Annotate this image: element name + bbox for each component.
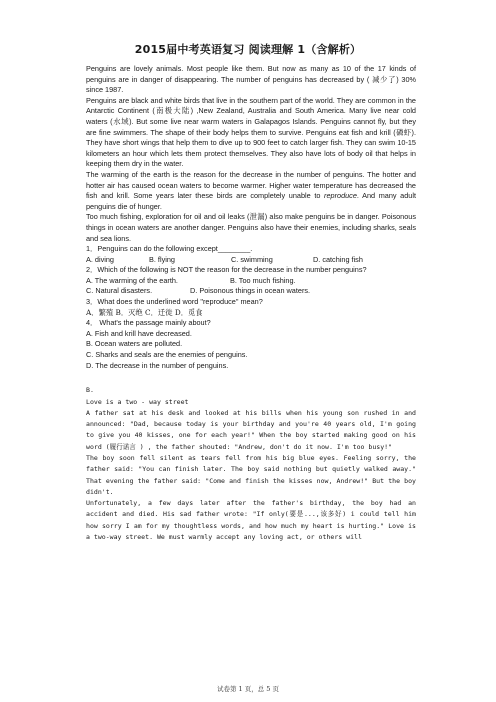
- passage-a-paragraph-1: Penguins are lovely animals. Most people like them. But now as many as 10 of the 17 kinds of penguins are in danger of disappearing. The number of penguins has decreased by ( 减少了) 30% since 1987.: [86, 64, 416, 95]
- page-footer: 试卷第 1 页，总 5 页: [216, 685, 280, 693]
- content-body: [86, 64, 416, 543]
- p3-text-after: . And many adult penguins die of hunger.: [86, 191, 416, 211]
- question-1: 1．Penguins can do the following except________.: [86, 244, 253, 254]
- q2-option-c: C. Natural disasters.: [86, 286, 153, 296]
- q2-option-a: A. The warming of the earth.: [86, 275, 178, 285]
- passage-a: [86, 64, 416, 371]
- passage-a-paragraph-2: Penguins are black and white birds that live in the southern part of the world. They are common in the Antarctic Continent (南极大陆) ,New Zealand, Australia and South America. Many live near cold waters (水域). But some live near warm waters in Galapagos Islands. Penguins cannot fly, but they are fine swimmers. The shape of their body helps them to survive. Penguins eat fish and krill (磷虾). They have short wings that help them to dive up to 900 feet to catch larger fish. They can swim 10-15 kilometers an hour which lets them protect themselves. They also have lots of body oil that helps in keeping them dry in the water.: [86, 95, 416, 169]
- question-2: 2．Which of the following is NOT the reason for the decrease in the number penguins?: [86, 265, 367, 275]
- q1-option-c: C. swimming: [231, 254, 273, 264]
- passage-a-paragraph-4: Too much fishing, exploration for oil and oil leaks (泄漏) also make penguins be in danger. Poisonous things in ocean waters are another danger. Penguins also have their enemies, including sharks, seals and sea lions.: [86, 212, 416, 243]
- passage-b: [86, 385, 416, 543]
- page-title: 2015届中考英语复习 阅读理解 1（含解析）: [134, 43, 362, 56]
- passage-b-paragraph-2: The boy soon fell silent as tears fell from his big blue eyes. Feeling sorry, the father said: "You can finish later. The boy said nothing but quietly walked away." That evening the father said: "Come and finish the kisses now, Andrew!" But the boy didn't.: [86, 454, 416, 496]
- underlined-word: reproduce: [324, 191, 357, 201]
- q1-option-b: B. flying: [149, 254, 175, 264]
- passage-a-paragraph-3: [86, 170, 416, 212]
- question-1-options: [86, 255, 416, 266]
- q2-option-b: B. Too much fishing.: [230, 275, 296, 285]
- q4-option-d: D. The decrease in the number of penguins.: [86, 360, 229, 370]
- q4-option-b: B. Ocean waters are polluted.: [86, 339, 183, 349]
- question-2-options-row-1: [86, 276, 416, 287]
- p3-text-before: The warming of the earth is the reason for the decrease in the number of penguins. The hotter and hotter air has caused ocean waters to become warmer. Higher water temperature has decreased the fish and krill. Some years later these birds are completely unable to: [86, 169, 416, 201]
- passage-b-title: Love is a two - way street: [86, 397, 189, 406]
- q4-option-a: A. Fish and krill have decreased.: [86, 328, 192, 338]
- question-3-options: A．繁殖 B．灭绝 C．迁徙 D．觅食: [86, 307, 203, 317]
- passage-b-label: B.: [86, 386, 94, 395]
- passage-b-paragraph-1: A father sat at his desk and looked at his bills when his young son rushed in and announced: "Dad, because today is your birthday and you're 40 years old, I'm going to give you 40 kisses, one for each year!" When the boy started making good on his word (履行诺言 ) , the father shouted: "Andrew, don't do it now. I'm too busy!": [86, 408, 416, 451]
- q4-option-c: C. Sharks and seals are the enemies of penguins.: [86, 350, 248, 360]
- question-3: 3．What does the underlined word "reproduce" mean?: [86, 297, 263, 307]
- q1-option-d: D. catching fish: [313, 254, 363, 264]
- passage-b-paragraph-3: Unfortunately, a few days later after the father's birthday, the boy had an accident and died. His sad father wrote: "If only(要是...,该多好) i could tell him how sorry I am for my thoughtless words, and how much my heart is hurting." Love is a two-way street. We must warmly accept any loving act, or others will: [86, 499, 416, 542]
- q1-option-a: A. diving: [86, 254, 114, 264]
- question-2-options-row-2: [86, 286, 416, 297]
- q2-option-d: D. Poisonous things in ocean waters.: [190, 286, 311, 296]
- question-4: 4． What's the passage mainly about?: [86, 318, 211, 328]
